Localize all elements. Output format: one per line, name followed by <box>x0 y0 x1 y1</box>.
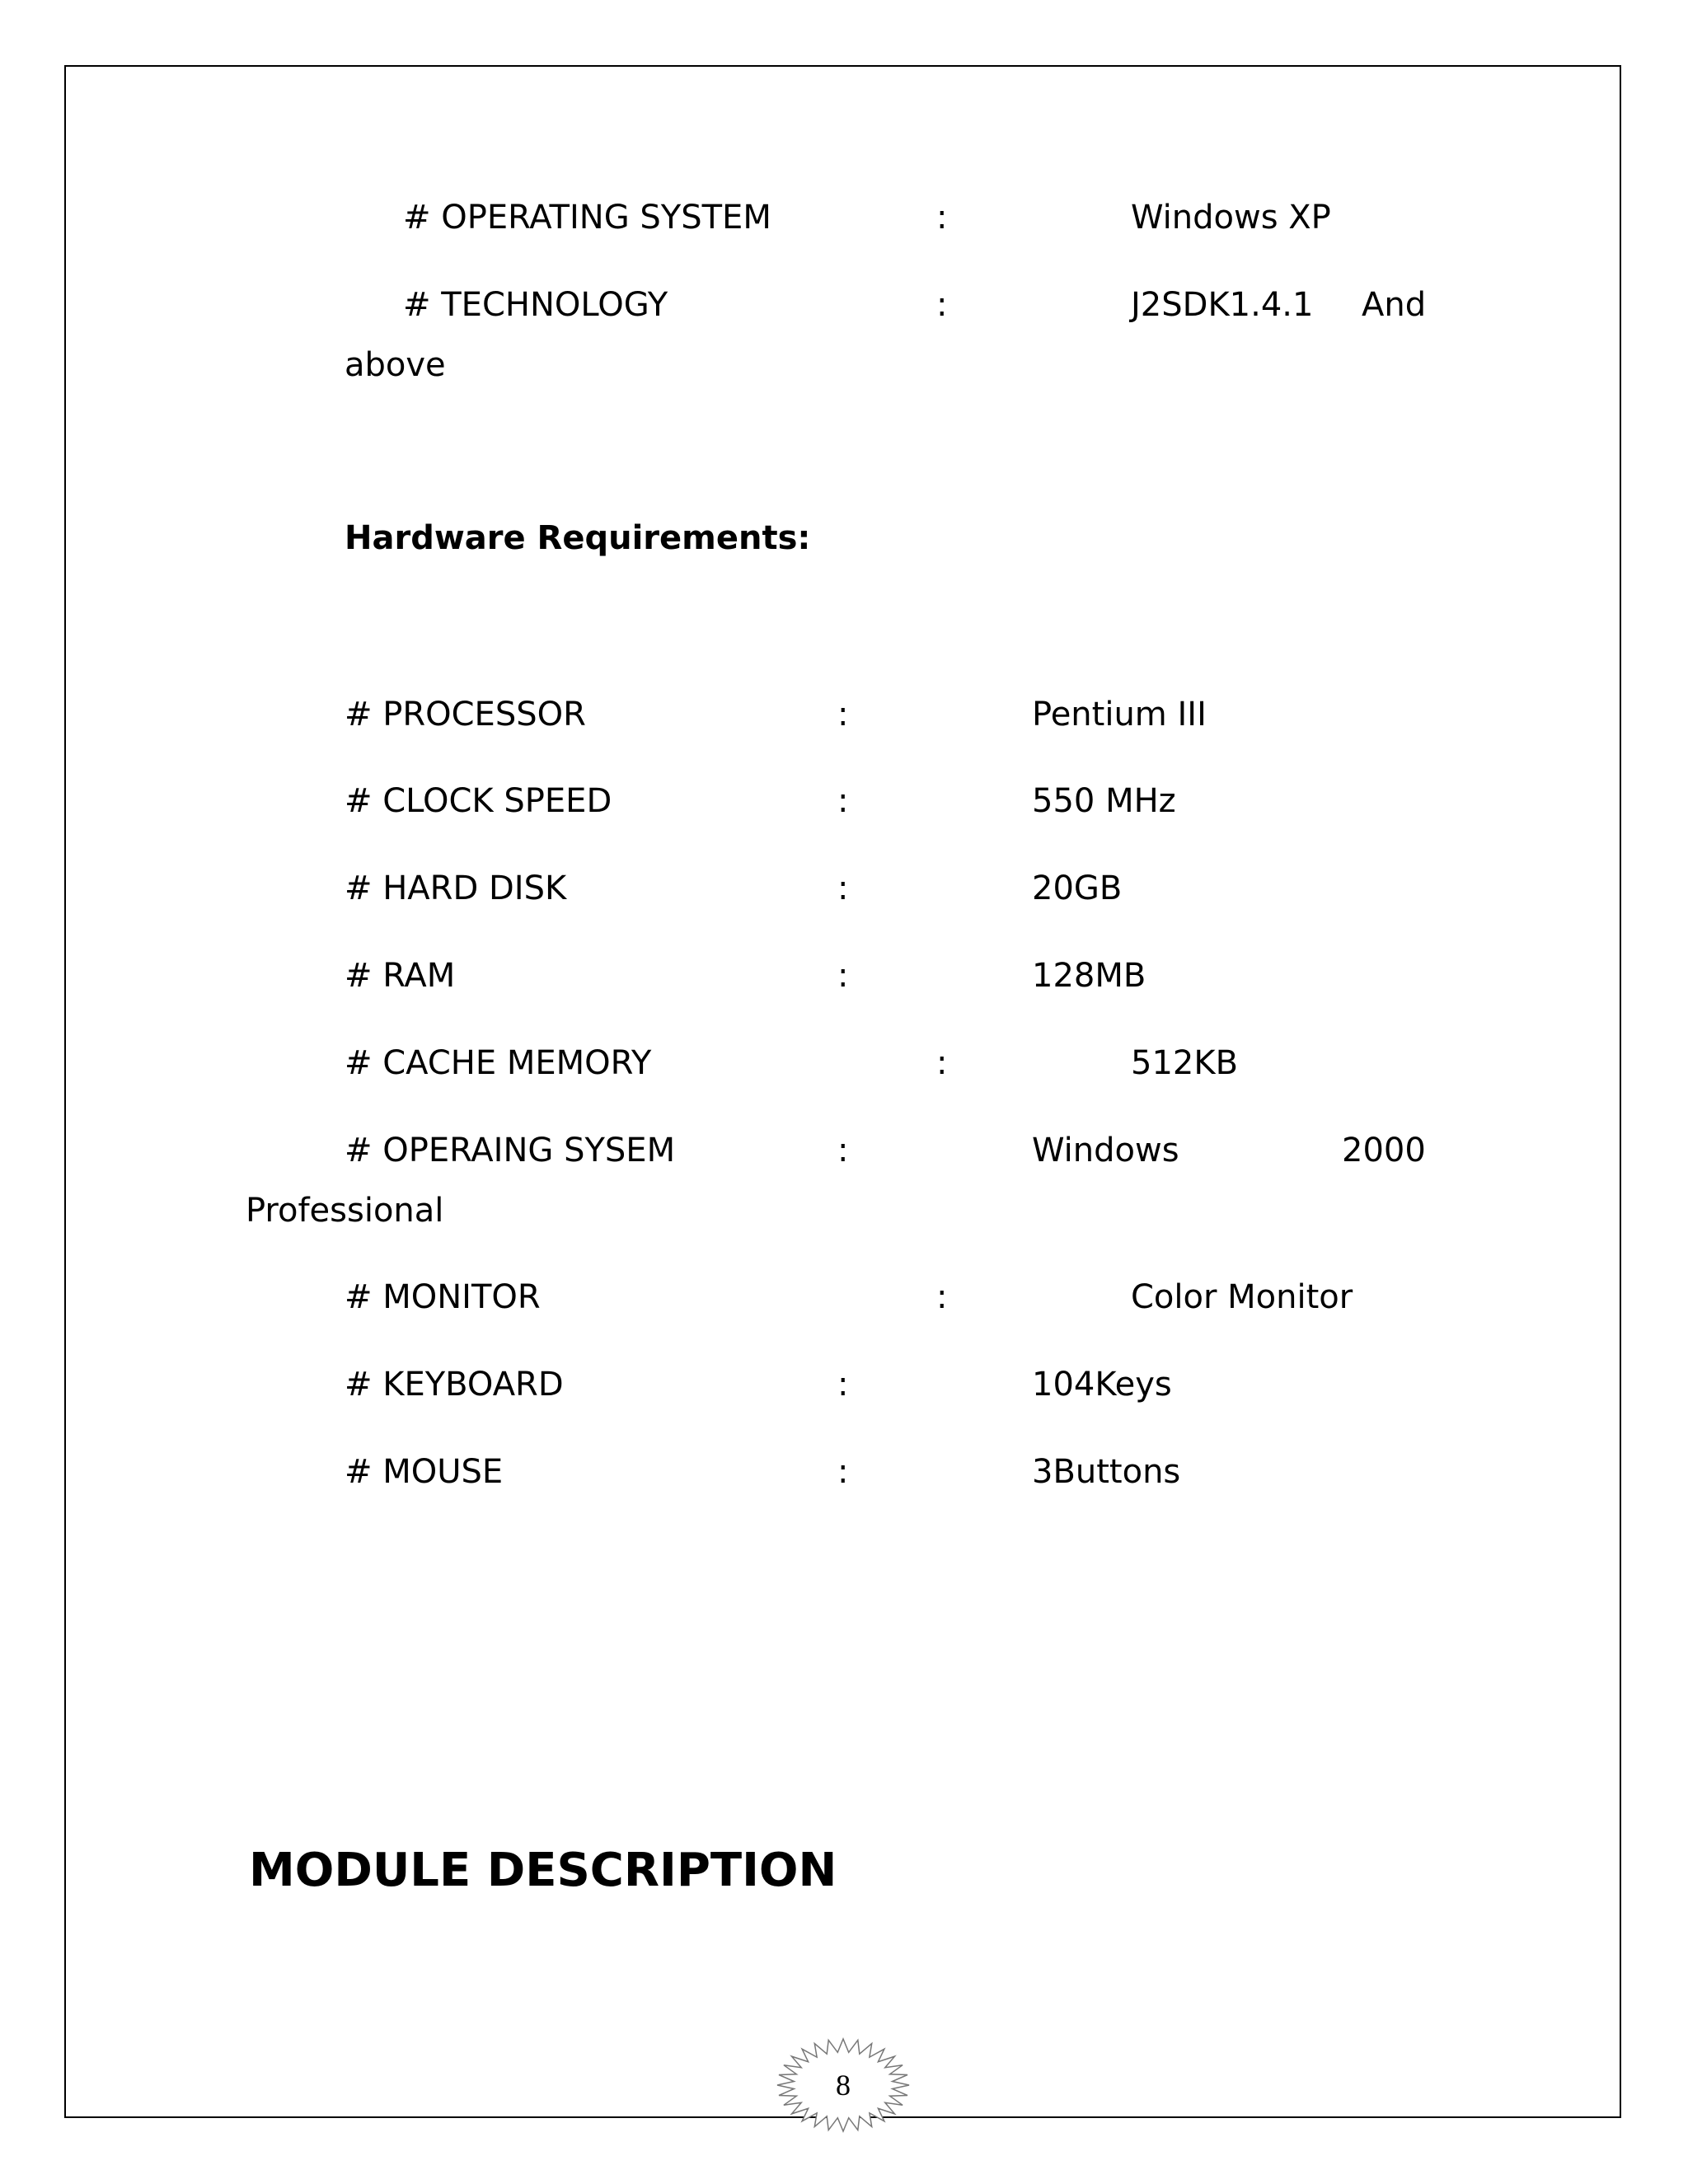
page-border <box>64 65 1621 2118</box>
ram-separator: : <box>837 957 849 995</box>
keyboard-value: 104Keys <box>1032 1366 1172 1404</box>
technology-label: # TECHNOLOGY <box>403 286 668 324</box>
hardware-heading: Hardware Requirements: <box>345 519 811 557</box>
os-label: # OPERATING SYSTEM <box>403 199 771 237</box>
os-value: Windows XP <box>1131 199 1331 237</box>
cache-memory-label: # CACHE MEMORY <box>345 1044 652 1082</box>
cache-memory-value: 512KB <box>1131 1044 1239 1082</box>
monitor-separator: : <box>936 1278 948 1316</box>
mouse-separator: : <box>837 1453 849 1491</box>
hard-disk-value: 20GB <box>1032 869 1123 907</box>
operating-system-separator: : <box>837 1132 849 1169</box>
operating-system-value: Windows <box>1032 1132 1179 1169</box>
section-title: MODULE DESCRIPTION <box>249 1844 837 1897</box>
page-number: 8 <box>836 2069 851 2102</box>
technology-value: J2SDK1.4.1 <box>1131 286 1314 324</box>
operating-system-value-extra: 2000 <box>1342 1132 1426 1169</box>
cache-memory-separator: : <box>936 1044 948 1082</box>
mouse-label: # MOUSE <box>345 1453 504 1491</box>
clock-speed-label: # CLOCK SPEED <box>345 782 612 820</box>
ram-label: # RAM <box>345 957 456 995</box>
technology-value-extra: And <box>1362 286 1427 324</box>
os-separator: : <box>936 199 948 237</box>
hard-disk-label: # HARD DISK <box>345 869 567 907</box>
monitor-label: # MONITOR <box>345 1278 541 1316</box>
mouse-value: 3Buttons <box>1032 1453 1181 1491</box>
page-number-badge <box>772 2036 914 2135</box>
processor-label: # PROCESSOR <box>345 696 586 733</box>
technology-continuation: above <box>345 346 446 384</box>
monitor-value: Color Monitor <box>1131 1278 1353 1316</box>
keyboard-label: # KEYBOARD <box>345 1366 564 1404</box>
operating-system-label: # OPERAING SYSEM <box>345 1132 676 1169</box>
processor-value: Pentium III <box>1032 696 1207 733</box>
operating-system-continuation: Professional <box>246 1192 444 1230</box>
technology-separator: : <box>936 286 948 324</box>
clock-speed-value: 550 MHz <box>1032 782 1176 820</box>
hard-disk-separator: : <box>837 869 849 907</box>
clock-speed-separator: : <box>837 782 849 820</box>
ram-value: 128MB <box>1032 957 1146 995</box>
processor-separator: : <box>837 696 849 733</box>
keyboard-separator: : <box>837 1366 849 1404</box>
